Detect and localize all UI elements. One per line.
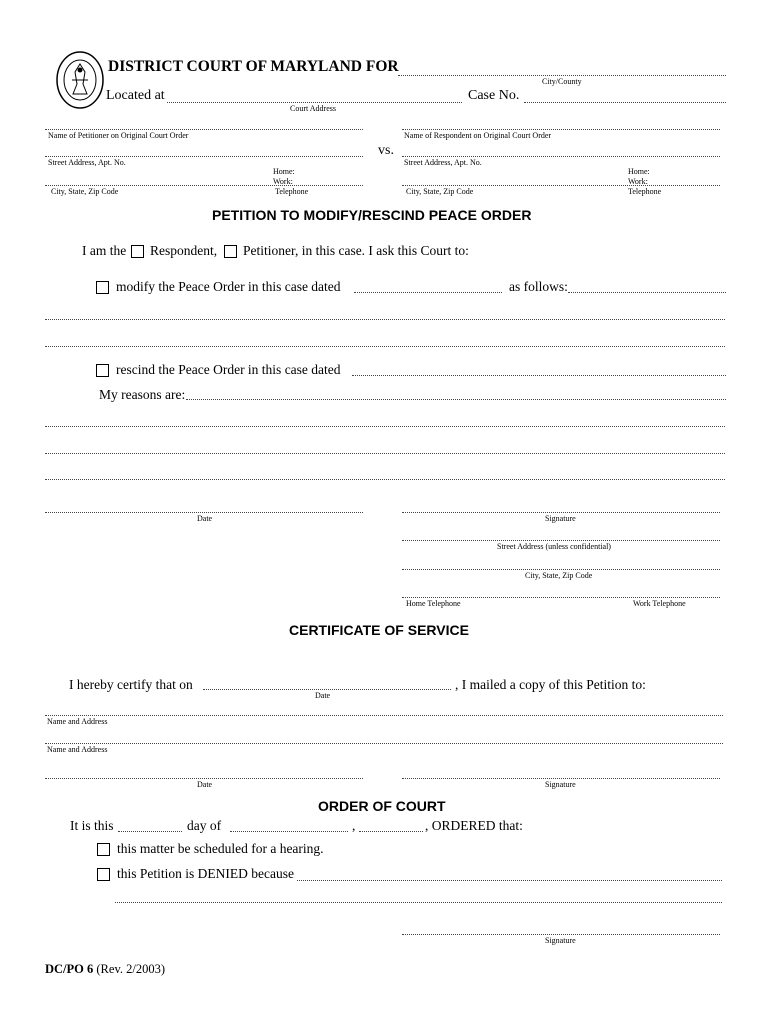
- petitioner-home-label: Home:: [273, 167, 295, 176]
- reasons-line-4[interactable]: [45, 479, 725, 480]
- name-address-field-1[interactable]: [45, 715, 723, 716]
- rescind-option-label: rescind the Peace Order in this case dated: [116, 362, 341, 377]
- respondent-city-label: City, State, Zip Code: [406, 187, 474, 196]
- order-month-field[interactable]: [230, 831, 348, 832]
- certify-date-field[interactable]: [203, 689, 451, 690]
- court-address-label: Court Address: [290, 104, 336, 113]
- denied-option-label: this Petition is DENIED because: [117, 866, 294, 881]
- modify-date-field[interactable]: [354, 292, 502, 293]
- order-title: ORDER OF COURT: [318, 798, 446, 814]
- petitioner-street-label: Street Address, Apt. No.: [48, 158, 126, 167]
- order-comma: ,: [352, 818, 356, 833]
- hearing-checkbox[interactable]: [97, 842, 110, 860]
- respondent-home-label: Home:: [628, 167, 650, 176]
- petitioner-street-field[interactable]: [45, 156, 363, 157]
- certificate-title: CERTIFICATE OF SERVICE: [289, 622, 469, 638]
- city-county-label: City/County: [542, 77, 582, 86]
- order-year-field[interactable]: [359, 831, 423, 832]
- modify-details-line-1[interactable]: [45, 319, 725, 320]
- denied-reason-line-1[interactable]: [297, 880, 722, 881]
- court-title: DISTRICT COURT OF MARYLAND FOR: [108, 58, 399, 75]
- reasons-label: My reasons are:: [99, 387, 186, 402]
- day-of-label: day of: [187, 818, 222, 833]
- certificate-date-label: Date: [197, 780, 213, 789]
- petitioner-name-label: Name of Petitioner on Original Court Order: [48, 131, 189, 140]
- petition-city-label: City, State, Zip Code: [525, 571, 593, 580]
- as-follows-field[interactable]: [568, 292, 726, 293]
- form-revision: (Rev. 2/2003): [96, 962, 166, 976]
- petitioner-telephone-label: Telephone: [275, 187, 309, 196]
- ordered-that-label: , ORDERED that:: [425, 818, 523, 833]
- city-county-field[interactable]: [398, 75, 726, 76]
- petitioner-name-field[interactable]: [45, 129, 363, 130]
- respondent-name-label: Name of Respondent on Original Court Order: [404, 131, 552, 140]
- respondent-checkbox[interactable]: [131, 244, 144, 262]
- case-no-field[interactable]: [524, 102, 726, 103]
- petition-telephone-field[interactable]: [402, 597, 720, 598]
- reasons-line-2[interactable]: [45, 426, 725, 427]
- certify-date-label: Date: [315, 691, 331, 700]
- respondent-street-field[interactable]: [402, 156, 720, 157]
- modify-option-label: modify the Peace Order in this case dated: [116, 279, 341, 294]
- order-signature-field[interactable]: [402, 934, 720, 935]
- rescind-checkbox[interactable]: [96, 363, 109, 381]
- petition-title: PETITION TO MODIFY/RESCIND PEACE ORDER: [212, 207, 532, 223]
- respondent-telephone-label: Telephone: [628, 187, 662, 196]
- petitioner-work-label: Work:: [273, 177, 293, 186]
- reasons-line-1[interactable]: [186, 399, 726, 400]
- form-footer: [45, 962, 165, 977]
- located-at-label: Located at: [106, 88, 165, 103]
- rescind-date-field[interactable]: [352, 375, 726, 376]
- petition-work-tel-label: Work Telephone: [633, 599, 686, 608]
- vs-label: vs.: [378, 143, 394, 158]
- case-no-label: Case No.: [468, 88, 520, 103]
- petition-street-field[interactable]: [402, 540, 720, 541]
- reasons-line-3[interactable]: [45, 453, 725, 454]
- respondent-name-field[interactable]: [402, 129, 720, 130]
- certificate-signature-field[interactable]: [402, 778, 720, 779]
- hearing-option-label: this matter be scheduled for a hearing.: [117, 841, 324, 856]
- as-follows-label: as follows:: [509, 279, 568, 294]
- petition-street-label: Street Address (unless confidential): [497, 542, 611, 551]
- respondent-city-field[interactable]: [402, 185, 720, 186]
- respondent-street-label: Street Address, Apt. No.: [404, 158, 482, 167]
- denied-reason-line-2[interactable]: [115, 902, 722, 903]
- name-address-field-2[interactable]: [45, 743, 723, 744]
- name-address-label-2: Name and Address: [47, 745, 108, 754]
- court-address-field[interactable]: [167, 102, 462, 103]
- certify-text: I hereby certify that on: [69, 677, 193, 692]
- form-id: DC/PO 6: [45, 962, 94, 976]
- petitioner-city-label: City, State, Zip Code: [51, 187, 119, 196]
- petition-home-tel-label: Home Telephone: [406, 599, 461, 608]
- petition-city-field[interactable]: [402, 569, 720, 570]
- i-am-the-label: I am the: [82, 243, 127, 258]
- modify-details-line-2[interactable]: [45, 346, 725, 347]
- certificate-date-field[interactable]: [45, 778, 363, 779]
- petitioner-checkbox[interactable]: [224, 244, 237, 262]
- petitioner-city-field[interactable]: [45, 185, 363, 186]
- certificate-signature-label: Signature: [545, 780, 576, 789]
- mailed-text: , I mailed a copy of this Petition to:: [455, 677, 646, 692]
- denied-checkbox[interactable]: [97, 867, 110, 885]
- respondent-option-label: Respondent,: [150, 243, 218, 258]
- petition-signature-label: Signature: [545, 514, 576, 523]
- court-seal: [55, 50, 105, 110]
- order-signature-label: Signature: [545, 936, 576, 945]
- petition-signature-field[interactable]: [402, 512, 720, 513]
- name-address-label-1: Name and Address: [47, 717, 108, 726]
- petition-date-field[interactable]: [45, 512, 363, 513]
- petition-date-label: Date: [197, 514, 213, 523]
- petitioner-option-label: Petitioner, in this case. I ask this Court to:: [243, 243, 469, 258]
- respondent-work-label: Work:: [628, 177, 648, 186]
- order-day-field[interactable]: [118, 831, 182, 832]
- modify-checkbox[interactable]: [96, 280, 109, 298]
- it-is-this-label: It is this: [70, 818, 114, 833]
